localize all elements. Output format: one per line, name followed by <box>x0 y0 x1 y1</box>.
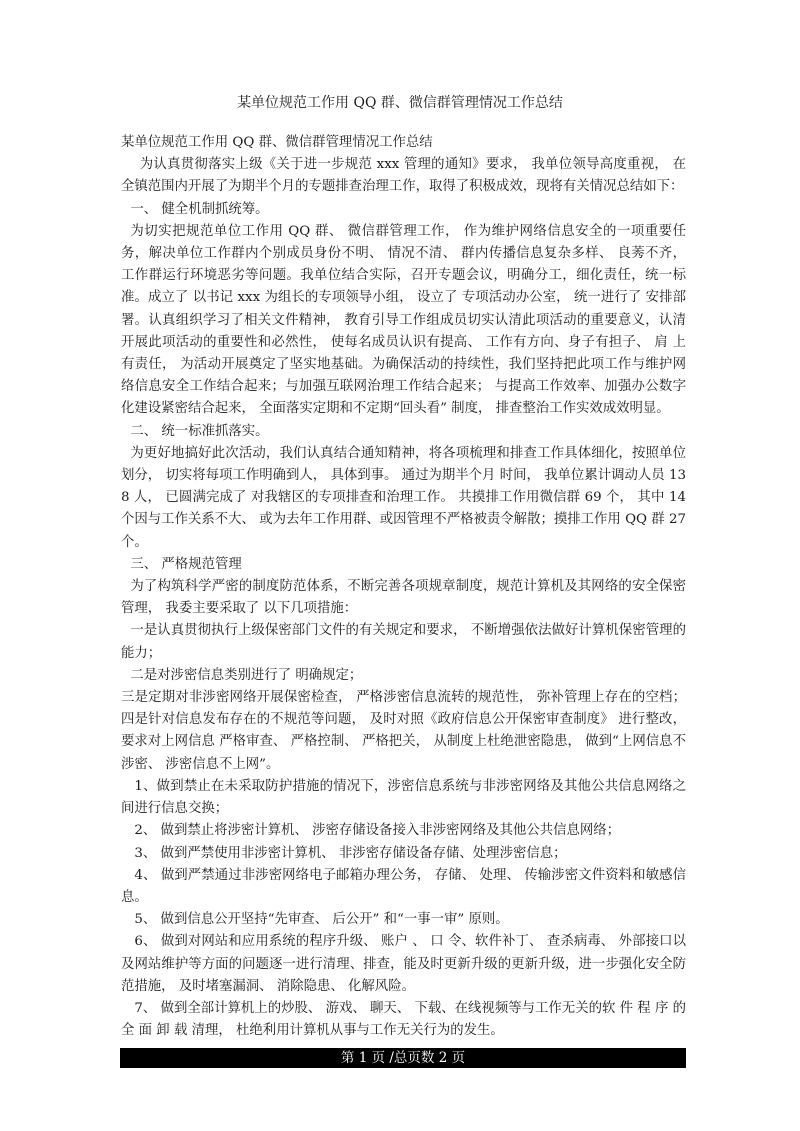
section-heading-2: 二、 统一标准抓落实。 <box>130 423 269 439</box>
section-3-paragraph: 为了构筑科学严密的制度防范体系，不断完善各项规章制度，规范计算机及其网络的安全保密管理， 我委主要采取了 以下几项措施： <box>121 579 686 617</box>
body-heading: 某单位规范工作用 QQ 群、微信群管理情况工作总结 <box>121 135 433 150</box>
list-item-3: 3、 做到严禁使用非涉密计算机、 非涉密存储设备存储、处理涉密信息； <box>134 845 567 861</box>
list-item-4: 4、 做到严禁通过非涉密网络电子邮箱办理公务， 存储、 处理、 传输涉密文件资料和敏感信息。 <box>121 867 686 905</box>
intro-paragraph: 为认真贯彻落实上级《关于进一步规范 xxx 管理的通知》要求， 我单位领导高度重视， 在全镇范围内开展了为期半个月的专题排查治理工作，取得了积极成效，现将有关情况总结如下： <box>121 157 686 195</box>
list-item-2: 2、 做到禁止将涉密计算机、 涉密存储设备接入非涉密网络及其他公共信息网络； <box>134 823 621 839</box>
section-heading-3: 三、 严格规范管理 <box>130 556 242 572</box>
page-footer <box>120 1048 686 1068</box>
section-2-paragraph: 为更好地搞好此次活动，我们认真结合通知精神，将各项梳理和排查工作具体细化，按照单位划分， 切实将每项工作明确到人， 具体到事。 通过为期半个月 时间， 我单位累计调动人员 138 人， 已圆满完成了 对我辖区的专项排查和治理工作。 共摸排工作用微信群 69 个， 其中 14 个因与工作关系不大、 或为去年工作用群、或因管理不严格被责令解散；摸排工作用 QQ 群 27 个。 <box>121 445 686 550</box>
measure-item-1: 一是认真贯彻执行上级保密部门文件的有关规定和要求， 不断增强依法做好计算机保密管理的能力； <box>121 623 686 661</box>
measure-item-2: 二是对涉密信息类别进行了 明确规定； <box>130 667 363 683</box>
page-number-label: 第 1 页 /总页数 2 页 <box>340 1050 466 1066</box>
list-item-1: 1、做到禁止在未采取防护措施的情况下，涉密信息系统与非涉密网络及其他公共信息网络之间进行信息交换； <box>121 778 686 817</box>
measure-item-3-4: 三是定期对非涉密网络开展保密检查， 严格涉密信息流转的规范性， 弥补管理上存在的空档；四是针对信息发布存在的不规范等问题， 及时对照《政府信息公开保密审查制度》 进行整改，要求对上网信息 严格审查、 严格控制、 严格把关， 从制度上杜绝泄密隐患， 做到“上网信息不涉密、 涉密信息不上网”。 <box>121 690 686 772</box>
list-item-5: 5、 做到信息公开坚持“先审查、 后公开” 和“一事一审” 原则。 <box>134 912 509 928</box>
list-item-7: 7、 做到全部计算机上的炒股、 游戏、 聊天、 下载、在线视频等与工作无关的软 件 程 序 的 全 面 卸 载 清理， 杜绝利用计算机从事与工作无关行为的发生。 <box>121 1000 686 1039</box>
section-heading-1: 一、 健全机制抓统筹。 <box>130 201 269 217</box>
list-item-6: 6、 做到对网站和应用系统的程序升级、 账户 、 口 令、软件补丁、 查杀病毒、 外部接口以及网站维护等方面的问题逐一进行清理、排查，能及时更新升级的更新升级，进一步强化安全防范措施， 及时堵塞漏洞、 消除隐患、 化解风险。 <box>121 934 686 994</box>
document-title: 某单位规范工作用 QQ 群、微信群管理情况工作总结 <box>237 95 563 111</box>
section-1-paragraph: 为切实把规范单位工作用 QQ 群、 微信群管理工作， 作为维护网络信息安全的一项重要任务，解决单位工作群内个别成员身份不明、 情况不清、 群内传播信息复杂多样、 良莠不齐， 工作群运行环境恶劣等问题。我单位结合实际，召开专题会议，明确分工，细化责任，统一标准。成立了 以书记 xxx 为组长的专项领导小组， 设立了 专项活动办公室， 统一进行了 安排部署。认真组织学习了相关文件精神， 教育引导工作组成员切实认清此项活动的重要意义，认清开展此项活动的重要性和必然性， 使每名成员认识有提高、 工作有方向、身子有担子、 肩 上有责任， 为活动开展奠定了坚实地基础。为确保活动的持续性，我们坚持把此项工作与维护网络信息安全工作结合起来；与加强互联网治理工作结合起来； 与提高工作效率、加强办公数字化建设紧密结合起来， 全面落实定期和不定期“回头看” 制度， 排查整治工作实效成效明显。 <box>121 223 686 417</box>
document-body <box>121 132 686 1042</box>
